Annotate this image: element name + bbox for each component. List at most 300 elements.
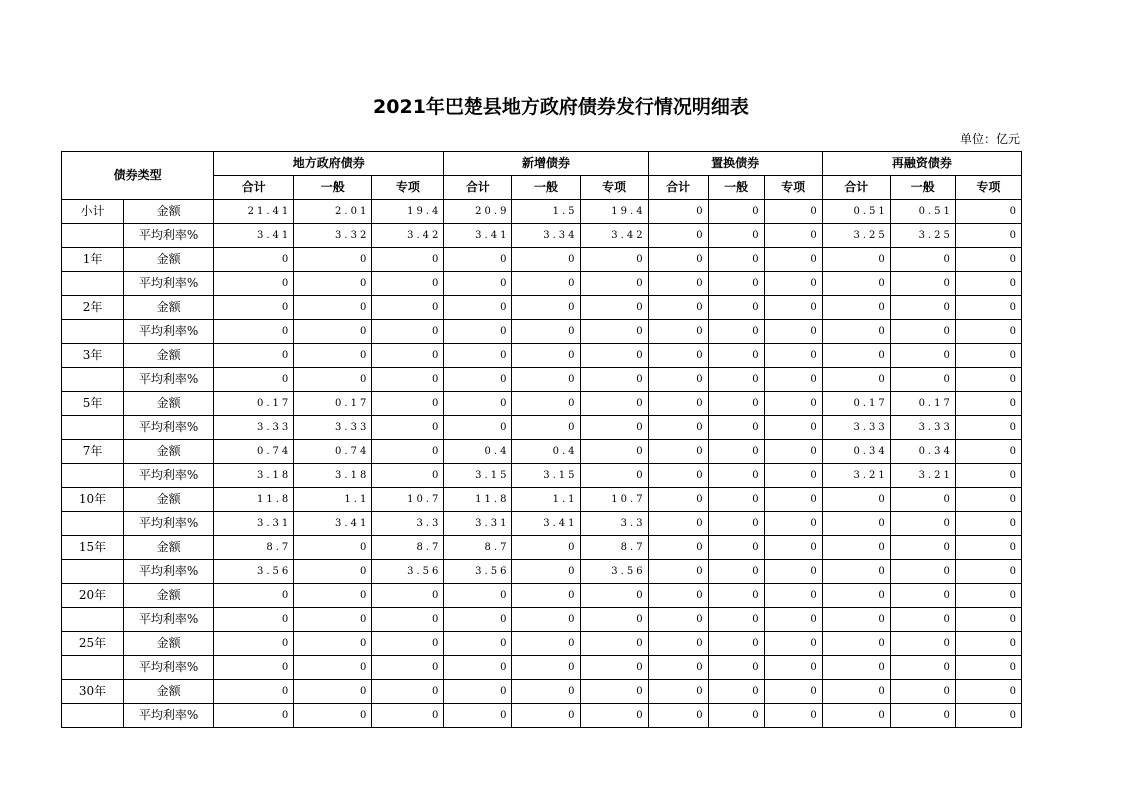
value-cell: 0 (444, 272, 512, 296)
term-cell (62, 656, 124, 680)
value-cell: 0 (955, 200, 1021, 224)
value-cell: 0 (580, 656, 648, 680)
value-cell: 0 (214, 680, 294, 704)
table-row (62, 416, 1022, 440)
value-cell: 0 (955, 464, 1021, 488)
value-cell: 3.42 (372, 224, 444, 248)
value-cell: 0 (764, 440, 822, 464)
term-cell: 30年 (62, 680, 124, 704)
value-cell: 10.7 (580, 488, 648, 512)
value-cell: 3.21 (822, 464, 890, 488)
value-cell: 0 (648, 200, 708, 224)
value-cell: 0 (294, 704, 372, 728)
value-cell: 0 (822, 320, 890, 344)
value-cell: 0 (708, 704, 764, 728)
value-cell: 0 (764, 344, 822, 368)
value-cell: 0 (764, 584, 822, 608)
value-cell: 0 (764, 392, 822, 416)
value-cell: 3.18 (214, 464, 294, 488)
header-row-groups (62, 152, 1022, 176)
value-cell: 0 (372, 464, 444, 488)
value-cell: 0 (214, 608, 294, 632)
value-cell: 0 (708, 392, 764, 416)
value-cell: 2.01 (294, 200, 372, 224)
value-cell: 0 (708, 536, 764, 560)
value-cell: 0 (708, 584, 764, 608)
value-cell: 0 (372, 368, 444, 392)
metric-cell: 金额 (124, 440, 214, 464)
value-cell: 0 (372, 272, 444, 296)
value-cell: 0 (214, 368, 294, 392)
term-cell (62, 560, 124, 584)
value-cell: 3.25 (890, 224, 955, 248)
value-cell: 3.32 (294, 224, 372, 248)
value-cell: 0 (708, 200, 764, 224)
metric-cell: 金额 (124, 680, 214, 704)
value-cell: 0.34 (822, 440, 890, 464)
value-cell: 8.7 (444, 536, 512, 560)
value-cell: 0 (372, 344, 444, 368)
value-cell: 11.8 (444, 488, 512, 512)
value-cell: 0 (648, 320, 708, 344)
value-cell: 0 (648, 224, 708, 248)
value-cell: 3.15 (444, 464, 512, 488)
value-cell: 0 (955, 656, 1021, 680)
table-row (62, 704, 1022, 728)
value-cell: 0 (648, 272, 708, 296)
value-cell: 0 (580, 368, 648, 392)
value-cell: 0 (214, 248, 294, 272)
value-cell: 0 (580, 680, 648, 704)
value-cell: 0 (648, 704, 708, 728)
value-cell: 0 (764, 536, 822, 560)
value-cell: 0 (580, 704, 648, 728)
metric-cell: 平均利率% (124, 416, 214, 440)
value-cell: 0 (294, 296, 372, 320)
value-cell: 0.17 (214, 392, 294, 416)
value-cell: 0 (512, 272, 580, 296)
sub-header-cell: 专项 (372, 176, 444, 200)
value-cell: 0 (294, 536, 372, 560)
value-cell: 3.18 (294, 464, 372, 488)
metric-cell: 金额 (124, 344, 214, 368)
value-cell: 0 (890, 632, 955, 656)
value-cell: 0 (372, 680, 444, 704)
value-cell: 0 (890, 536, 955, 560)
value-cell: 0 (708, 272, 764, 296)
value-cell: 0 (648, 560, 708, 584)
sub-header-cell: 合计 (214, 176, 294, 200)
value-cell: 1.1 (512, 488, 580, 512)
value-cell: 0 (512, 368, 580, 392)
value-cell: 0 (764, 416, 822, 440)
value-cell: 0 (512, 416, 580, 440)
term-cell: 7年 (62, 440, 124, 464)
value-cell: 0 (648, 656, 708, 680)
value-cell: 3.41 (294, 512, 372, 536)
value-cell: 0 (648, 248, 708, 272)
table-row (62, 536, 1022, 560)
value-cell: 0 (294, 272, 372, 296)
value-cell: 0 (648, 632, 708, 656)
value-cell: 0 (822, 632, 890, 656)
group-header-refinancing: 再融资债券 (822, 152, 1021, 176)
table-row (62, 464, 1022, 488)
value-cell: 0 (444, 296, 512, 320)
value-cell: 0 (822, 272, 890, 296)
value-cell: 0 (955, 296, 1021, 320)
value-cell: 3.25 (822, 224, 890, 248)
value-cell: 0 (822, 680, 890, 704)
term-cell (62, 224, 124, 248)
term-cell (62, 704, 124, 728)
table-row (62, 632, 1022, 656)
value-cell: 0 (708, 248, 764, 272)
value-cell: 8.7 (214, 536, 294, 560)
value-cell: 0 (294, 680, 372, 704)
term-cell (62, 608, 124, 632)
value-cell: 0 (512, 680, 580, 704)
table-row (62, 488, 1022, 512)
value-cell: 0 (822, 512, 890, 536)
term-cell: 小计 (62, 200, 124, 224)
value-cell: 0 (214, 320, 294, 344)
value-cell: 0 (214, 272, 294, 296)
value-cell: 3.33 (214, 416, 294, 440)
value-cell: 0 (372, 632, 444, 656)
value-cell: 0.51 (822, 200, 890, 224)
value-cell: 0 (214, 632, 294, 656)
value-cell: 0 (890, 272, 955, 296)
value-cell: 0.17 (294, 392, 372, 416)
value-cell: 0 (444, 656, 512, 680)
metric-cell: 金额 (124, 632, 214, 656)
value-cell: 0 (890, 320, 955, 344)
term-cell: 5年 (62, 392, 124, 416)
value-cell: 0 (580, 632, 648, 656)
value-cell: 0 (822, 488, 890, 512)
value-cell: 0 (955, 536, 1021, 560)
value-cell: 0 (444, 392, 512, 416)
value-cell: 0.17 (890, 392, 955, 416)
group-header-local-gov: 地方政府债券 (214, 152, 444, 176)
metric-cell: 平均利率% (124, 704, 214, 728)
table-row (62, 224, 1022, 248)
value-cell: 3.3 (580, 512, 648, 536)
metric-cell: 金额 (124, 296, 214, 320)
value-cell: 0 (648, 608, 708, 632)
value-cell: 0 (214, 584, 294, 608)
value-cell: 3.56 (580, 560, 648, 584)
table-row (62, 560, 1022, 584)
value-cell: 0 (764, 512, 822, 536)
value-cell: 0 (708, 632, 764, 656)
metric-cell: 平均利率% (124, 272, 214, 296)
value-cell: 0 (708, 608, 764, 632)
sub-header-cell: 合计 (648, 176, 708, 200)
value-cell: 0 (955, 680, 1021, 704)
value-cell: 0 (890, 368, 955, 392)
sub-header-cell: 一般 (512, 176, 580, 200)
value-cell: 1.5 (512, 200, 580, 224)
value-cell: 0 (444, 344, 512, 368)
value-cell: 0 (890, 608, 955, 632)
value-cell: 0 (294, 584, 372, 608)
value-cell: 0 (372, 416, 444, 440)
page-title: 2021年巴楚县地方政府债券发行情况明细表 (373, 96, 749, 118)
value-cell: 0 (648, 392, 708, 416)
value-cell: 0 (214, 344, 294, 368)
value-cell: 0 (444, 368, 512, 392)
value-cell: 0 (580, 320, 648, 344)
value-cell: 0 (955, 344, 1021, 368)
value-cell: 0 (955, 272, 1021, 296)
metric-cell: 平均利率% (124, 656, 214, 680)
value-cell: 0 (955, 416, 1021, 440)
value-cell: 0 (372, 296, 444, 320)
table-row (62, 344, 1022, 368)
sub-header-cell: 合计 (444, 176, 512, 200)
value-cell: 3.41 (512, 512, 580, 536)
value-cell: 0 (294, 320, 372, 344)
metric-cell: 平均利率% (124, 512, 214, 536)
value-cell: 0 (580, 248, 648, 272)
metric-cell: 金额 (124, 584, 214, 608)
value-cell: 10.7 (372, 488, 444, 512)
value-cell: 0 (890, 680, 955, 704)
value-cell: 0 (294, 560, 372, 584)
value-cell: 0 (294, 368, 372, 392)
value-cell: 0 (580, 416, 648, 440)
value-cell: 0 (764, 632, 822, 656)
value-cell: 3.33 (890, 416, 955, 440)
term-cell: 10年 (62, 488, 124, 512)
table-row (62, 440, 1022, 464)
value-cell: 0.51 (890, 200, 955, 224)
value-cell: 3.31 (444, 512, 512, 536)
value-cell: 0 (648, 512, 708, 536)
value-cell: 0 (372, 584, 444, 608)
term-cell (62, 512, 124, 536)
value-cell: 0 (822, 608, 890, 632)
value-cell: 0 (512, 344, 580, 368)
value-cell: 0 (764, 704, 822, 728)
value-cell: 0 (764, 560, 822, 584)
value-cell: 0 (648, 464, 708, 488)
value-cell: 0.74 (214, 440, 294, 464)
metric-cell: 金额 (124, 392, 214, 416)
value-cell: 8.7 (372, 536, 444, 560)
value-cell: 0 (372, 704, 444, 728)
value-cell: 0 (512, 608, 580, 632)
sub-header-cell: 专项 (580, 176, 648, 200)
value-cell: 0 (580, 392, 648, 416)
metric-cell: 金额 (124, 488, 214, 512)
value-cell: 0 (444, 704, 512, 728)
value-cell: 3.42 (580, 224, 648, 248)
value-cell: 0 (214, 656, 294, 680)
value-cell: 0 (512, 584, 580, 608)
value-cell: 3.3 (372, 512, 444, 536)
value-cell: 0 (648, 416, 708, 440)
table-row (62, 392, 1022, 416)
value-cell: 0 (708, 320, 764, 344)
value-cell: 0 (955, 320, 1021, 344)
value-cell: 0 (294, 248, 372, 272)
table-row (62, 200, 1022, 224)
term-cell (62, 464, 124, 488)
value-cell: 3.33 (822, 416, 890, 440)
value-cell: 0 (764, 296, 822, 320)
value-cell: 0 (294, 608, 372, 632)
value-cell: 0 (822, 704, 890, 728)
value-cell: 0 (372, 392, 444, 416)
value-cell: 0 (372, 656, 444, 680)
value-cell: 0 (648, 488, 708, 512)
metric-cell: 平均利率% (124, 224, 214, 248)
term-cell (62, 320, 124, 344)
table-body (62, 200, 1022, 728)
value-cell: 0 (764, 248, 822, 272)
table-row (62, 320, 1022, 344)
value-cell: 0 (512, 536, 580, 560)
value-cell: 0.4 (444, 440, 512, 464)
value-cell: 0 (955, 392, 1021, 416)
value-cell: 0 (372, 320, 444, 344)
value-cell: 0 (648, 344, 708, 368)
value-cell: 0 (822, 656, 890, 680)
value-cell: 0 (444, 608, 512, 632)
value-cell: 0.17 (822, 392, 890, 416)
value-cell: 3.15 (512, 464, 580, 488)
value-cell: 0 (955, 608, 1021, 632)
value-cell: 0 (580, 464, 648, 488)
value-cell: 11.8 (214, 488, 294, 512)
table-row (62, 248, 1022, 272)
value-cell: 0 (764, 608, 822, 632)
metric-cell: 金额 (124, 536, 214, 560)
metric-cell: 平均利率% (124, 560, 214, 584)
unit-label: 单位：亿元 (959, 132, 1020, 146)
value-cell: 0 (890, 656, 955, 680)
value-cell: 0 (294, 632, 372, 656)
term-cell: 2年 (62, 296, 124, 320)
metric-cell: 平均利率% (124, 608, 214, 632)
value-cell: 0 (444, 248, 512, 272)
term-cell: 20年 (62, 584, 124, 608)
value-cell: 0 (708, 560, 764, 584)
value-cell: 0 (648, 680, 708, 704)
metric-cell: 平均利率% (124, 368, 214, 392)
value-cell: 0 (214, 296, 294, 320)
value-cell: 0.34 (890, 440, 955, 464)
table-row (62, 680, 1022, 704)
value-cell: 0 (512, 560, 580, 584)
value-cell: 0 (214, 704, 294, 728)
table-row (62, 296, 1022, 320)
value-cell: 0 (444, 584, 512, 608)
group-header-new: 新增债券 (444, 152, 648, 176)
value-cell: 0 (764, 368, 822, 392)
value-cell: 0 (955, 704, 1021, 728)
value-cell: 0 (512, 704, 580, 728)
value-cell: 0 (890, 488, 955, 512)
value-cell: 0 (764, 488, 822, 512)
term-cell: 1年 (62, 248, 124, 272)
value-cell: 0 (822, 536, 890, 560)
bond-issuance-table (61, 151, 1022, 728)
value-cell: 0 (955, 440, 1021, 464)
value-cell: 0 (890, 344, 955, 368)
value-cell: 8.7 (580, 536, 648, 560)
value-cell: 0 (764, 224, 822, 248)
table-row (62, 272, 1022, 296)
value-cell: 0 (890, 248, 955, 272)
term-cell: 25年 (62, 632, 124, 656)
value-cell: 0 (580, 344, 648, 368)
table-row (62, 584, 1022, 608)
value-cell: 0 (890, 512, 955, 536)
term-cell: 3年 (62, 344, 124, 368)
value-cell: 0 (444, 680, 512, 704)
value-cell: 3.31 (214, 512, 294, 536)
value-cell: 0 (708, 296, 764, 320)
value-cell: 0 (955, 560, 1021, 584)
value-cell: 3.33 (294, 416, 372, 440)
value-cell: 0 (444, 320, 512, 344)
value-cell: 0 (580, 584, 648, 608)
metric-cell: 金额 (124, 248, 214, 272)
value-cell: 0.4 (512, 440, 580, 464)
value-cell: 0 (580, 608, 648, 632)
value-cell: 0 (708, 488, 764, 512)
value-cell: 3.21 (890, 464, 955, 488)
value-cell: 21.41 (214, 200, 294, 224)
value-cell: 1.1 (294, 488, 372, 512)
value-cell: 0 (764, 656, 822, 680)
metric-cell: 平均利率% (124, 320, 214, 344)
value-cell: 0 (648, 536, 708, 560)
sub-header-cell: 一般 (708, 176, 764, 200)
value-cell: 0 (890, 584, 955, 608)
value-cell: 0 (372, 608, 444, 632)
value-cell: 3.56 (214, 560, 294, 584)
value-cell: 0 (822, 368, 890, 392)
value-cell: 0 (580, 296, 648, 320)
value-cell: 0 (648, 440, 708, 464)
value-cell: 0 (708, 440, 764, 464)
value-cell: 0 (890, 296, 955, 320)
table-row (62, 608, 1022, 632)
value-cell: 0 (372, 440, 444, 464)
value-cell: 0 (372, 248, 444, 272)
table-row (62, 656, 1022, 680)
sub-header-cell: 专项 (955, 176, 1021, 200)
value-cell: 0 (764, 680, 822, 704)
value-cell: 3.56 (372, 560, 444, 584)
value-cell: 0 (890, 704, 955, 728)
value-cell: 0 (708, 512, 764, 536)
sub-header-cell: 合计 (822, 176, 890, 200)
value-cell: 0 (444, 632, 512, 656)
value-cell: 0 (708, 464, 764, 488)
value-cell: 0 (708, 224, 764, 248)
value-cell: 0 (294, 344, 372, 368)
value-cell: 0 (512, 320, 580, 344)
term-cell (62, 416, 124, 440)
sub-header-cell: 专项 (764, 176, 822, 200)
value-cell: 0 (764, 272, 822, 296)
